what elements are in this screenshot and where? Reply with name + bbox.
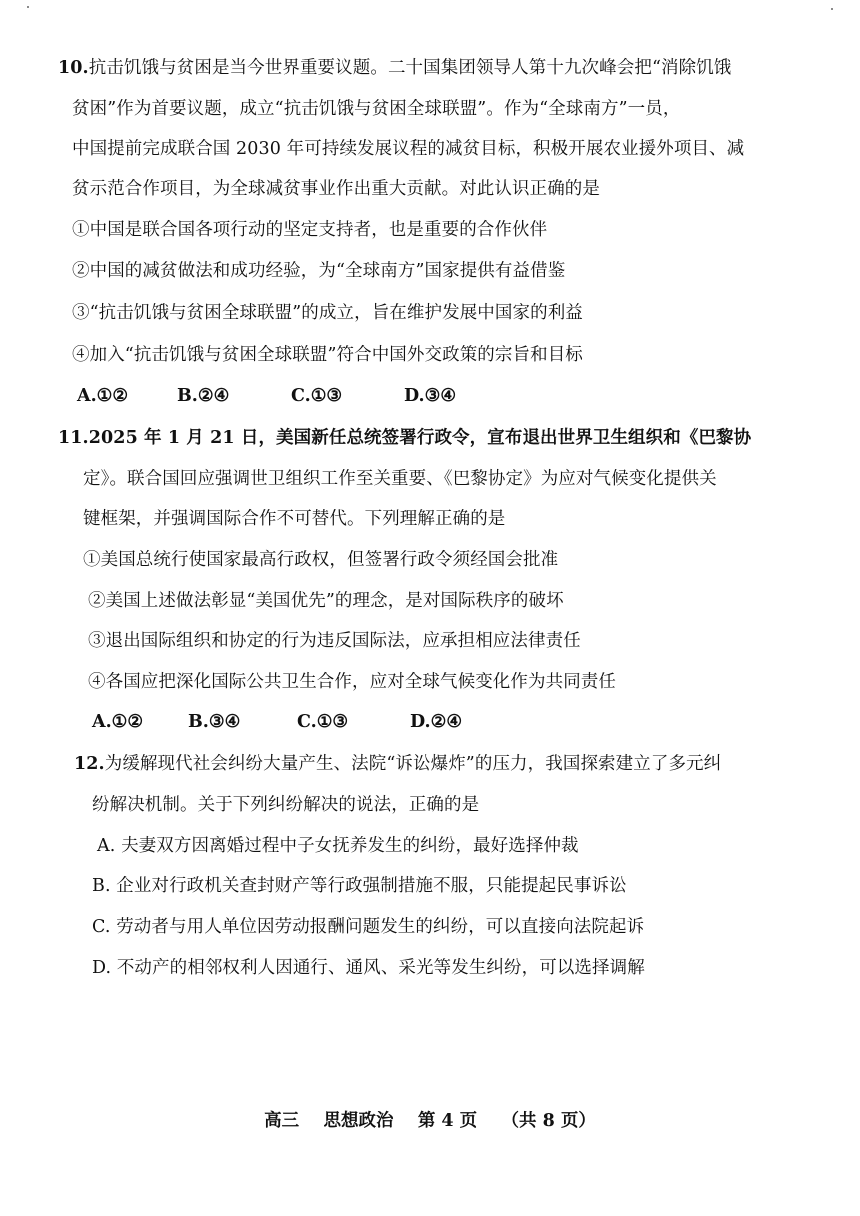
q10-stem-line-3: 中国提前完成联合国 2030 年可持续发展议程的减贫目标，积极开展农业援外项目、减 — [72, 139, 745, 159]
q12-choice-a[interactable]: A. 夫妻双方因离婚过程中子女抚养发生的纠纷，最好选择仲裁 — [97, 836, 579, 856]
q11-option-a[interactable]: A.①② — [92, 712, 144, 732]
page-footer: 高三 思想政治 第 4 页 （共 8 页） — [264, 1111, 596, 1131]
q11-stem-line-1: 11.2025 年 1 月 21 日，美国新任总统签署行政令，宣布退出世界卫生组织和《巴黎协 — [58, 428, 752, 448]
q10-option-d[interactable]: D.③④ — [404, 386, 457, 406]
q11-statement-2: ②美国上述做法彰显“美国优先”的理念，是对国际秩序的破坏 — [88, 591, 564, 611]
q10-stem-line-4: 贫示范合作项目，为全球减贫事业作出重大贡献。对此认识正确的是 — [72, 179, 600, 199]
q12-number: 12. — [74, 754, 105, 774]
q11-option-b[interactable]: B.③④ — [188, 712, 241, 732]
q12-stem-line-1: 12.为缓解现代社会纠纷大量产生、法院“诉讼爆炸”的压力，我国探索建立了多元纠 — [74, 754, 722, 774]
scan-speck — [27, 6, 29, 8]
q11-number: 11. — [58, 428, 89, 448]
q11-statement-4: ④各国应把深化国际公共卫生合作，应对全球气候变化作为共同责任 — [88, 672, 616, 692]
q10-statement-2: ②中国的减贫做法和成功经验，为“全球南方”国家提供有益借鉴 — [72, 261, 566, 281]
q11-statement-1: ①美国总统行使国家最高行政权，但签署行政令须经国会批准 — [83, 550, 559, 570]
q10-statement-4: ④加入“抗击饥饿与贫困全球联盟”符合中国外交政策的宗旨和目标 — [72, 345, 583, 365]
q10-option-b[interactable]: B.②④ — [177, 386, 230, 406]
q11-option-d[interactable]: D.②④ — [410, 712, 463, 732]
q11-statement-3: ③退出国际组织和协定的行为违反国际法，应承担相应法律责任 — [88, 631, 581, 651]
q12-stem-line-2: 纷解决机制。关于下列纠纷解决的说法，正确的是 — [92, 795, 480, 815]
q11-stem-line-2: 定》。联合国回应强调世卫组织工作至关重要、《巴黎协定》为应对气候变化提供关 — [83, 469, 717, 489]
q10-statement-1: ①中国是联合国各项行动的坚定支持者，也是重要的合作伙伴 — [72, 220, 548, 240]
q10-option-c[interactable]: C.①③ — [291, 386, 343, 406]
q12-choice-d[interactable]: D. 不动产的相邻权利人因通行、通风、采光等发生纠纷，可以选择调解 — [92, 958, 645, 978]
q12-choice-c[interactable]: C. 劳动者与用人单位因劳动报酬问题发生的纠纷，可以直接向法院起诉 — [92, 917, 645, 937]
q11-option-c[interactable]: C.①③ — [297, 712, 349, 732]
q12-choice-b[interactable]: B. 企业对行政机关查封财产等行政强制措施不服，只能提起民事诉讼 — [92, 876, 627, 896]
scan-speck — [831, 8, 833, 10]
q10-stem-line-1: 10.抗击饥饿与贫困是当今世界重要议题。二十国集团领导人第十九次峰会把“消除饥饿 — [58, 58, 732, 78]
q11-stem-line-3: 键框架，并强调国际合作不可替代。下列理解正确的是 — [83, 509, 506, 529]
q10-option-a[interactable]: A.①② — [77, 386, 129, 406]
q10-statement-3: ③“抗击饥饿与贫困全球联盟”的成立，旨在维护发展中国家的利益 — [72, 303, 583, 323]
q10-stem-line-2: 贫困”作为首要议题，成立“抗击饥饿与贫困全球联盟”。作为“全球南方”一员， — [72, 99, 681, 119]
q10-number: 10. — [58, 58, 89, 78]
